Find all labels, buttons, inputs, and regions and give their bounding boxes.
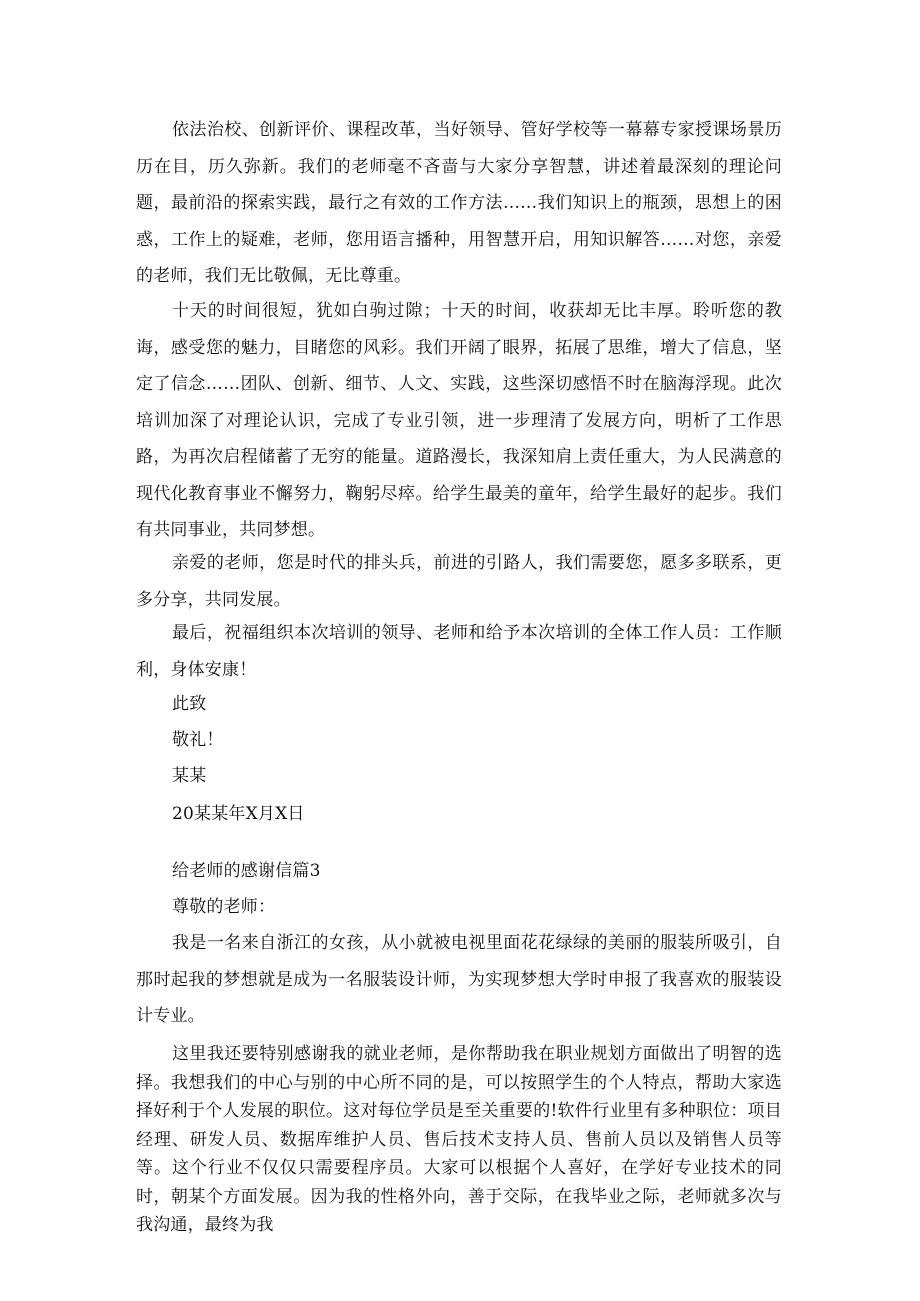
- body-paragraph-1: 依法治校、创新评价、课程改革，当好领导、管好学校等一幕幕专家授课场景历历在目，历久弥新。我们的老师毫不吝啬与大家分享智慧，讲述着最深刻的理论问题，最前沿的探索实践，最行之有效的工作方法……我们知识上的瓶颈，思想上的困惑，工作上的疑难，老师，您用语言播种，用智慧开启，用知识解答……对您，亲爱的老师，我们无比敬佩，无比尊重。: [136, 120, 782, 286]
- closing-regards: 敬礼！: [172, 730, 224, 750]
- letter-salutation: 尊敬的老师：: [172, 897, 276, 917]
- body-paragraph-3: 亲爱的老师，您是时代的排头兵，前进的引路人，我们需要您，愿多多联系，更多分享，共同发展。: [136, 553, 782, 610]
- body-paragraph-4: 最后，祝福组织本次培训的领导、老师和给予本次培训的全体工作人员：工作顺利，身体安康！: [136, 623, 782, 680]
- section-title: 给老师的感谢信篇3: [172, 861, 321, 881]
- letter-date: 20某某年X月X日: [172, 804, 305, 824]
- body-paragraph-5: 我是一名来自浙江的女孩，从小就被电视里面花花绿绿的美丽的服装所吸引，自那时起我的梦想就是成为一名服装设计师，为实现梦想大学时申报了我喜欢的服装设计专业。: [136, 933, 782, 1026]
- body-paragraph-6: 这里我还要特别感谢我的就业老师，是你帮助我在职业规划方面做出了明智的选择。我想我们的中心与别的中心所不同的是，可以按照学生的个人特点，帮助大家选择好利于个人发展的职位。这对每位学员是至关重要的!软件行业里有多种职位：项目经理、研发人员、数据库维护人员、售后技术支持人员、售前人员以及销售人员等等。这个行业不仅仅只需要程序员。大家可以根据个人喜好，在学好专业技术的同时，朝某个方面发展。因为我的性格外向，善于交际，在我毕业之际，老师就多次与我沟通，最终为我: [136, 1044, 782, 1235]
- signature-name: 某某: [172, 766, 207, 786]
- closing-salutation: 此致: [172, 694, 207, 714]
- body-paragraph-2: 十天的时间很短，犹如白驹过隙；十天的时间，收获却无比丰厚。聆听您的教诲，感受您的魅力，目睹您的风彩。我们开阔了眼界，拓展了思维，增大了信息，坚定了信念……团队、创新、细节、人文、实践，这些深切感悟不时在脑海浮现。此次培训加深了对理论认识，完成了专业引领，进一步理清了发展方向，明析了工作思路，为再次启程储蓄了无穷的能量。道路漫长，我深知肩上责任重大，为人民满意的现代化教育事业不懈努力，鞠躬尽瘁。给学生最美的童年，给学生最好的起步。我们有共同事业，共同梦想。: [136, 301, 782, 540]
